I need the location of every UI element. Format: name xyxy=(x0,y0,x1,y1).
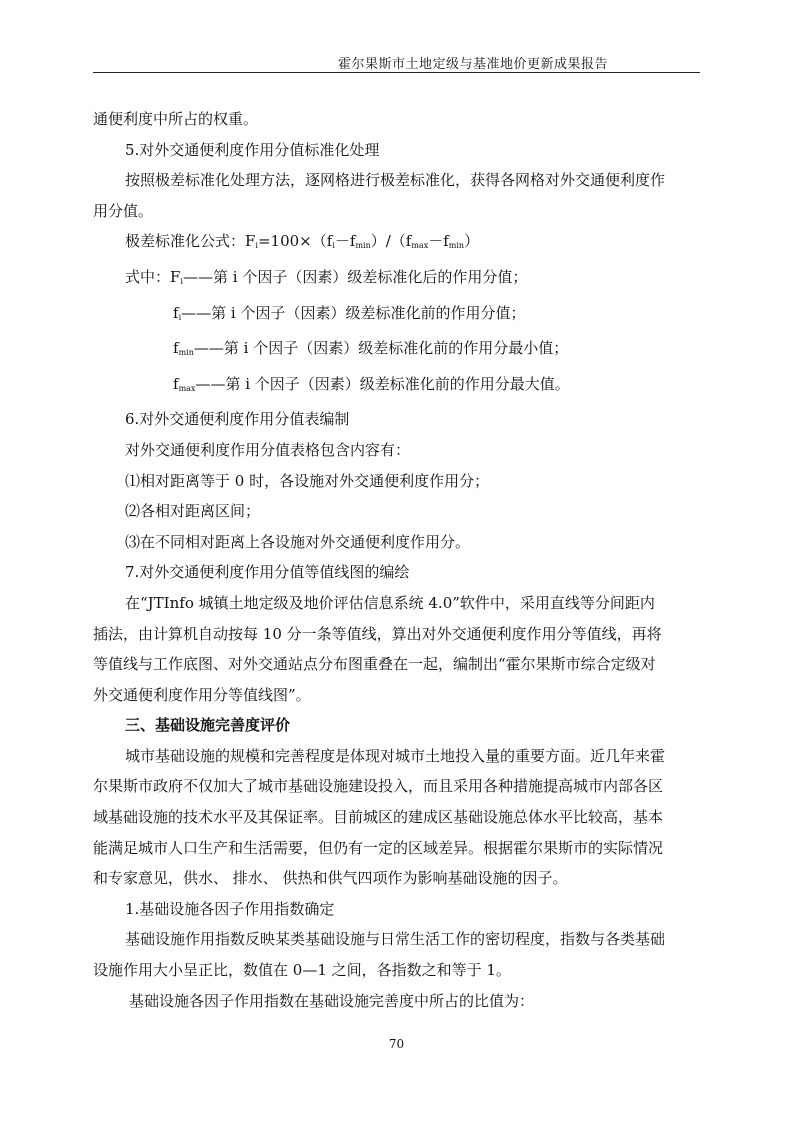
paragraph-line: 和专家意见，供水、 排水、 供热和供气四项作为影响基础设施的因子。 xyxy=(93,869,568,888)
list-item: ⑴相对距离等于 0 时，各设施对外交通便利度作用分； xyxy=(125,471,490,490)
formula-legend-line: $f_i——$第 i 个因子（因素）级差标准化前的作用分值； xyxy=(173,303,526,322)
paragraph-line: 基础设施作用指数反映某类基础设施与日常生活工作的密切程度，指数与各类基础 xyxy=(125,930,666,949)
header-rule xyxy=(93,72,700,73)
formula-legend-line: $f_{min}——$第 i 个因子（因素）级差标准化前的作用分最小值； xyxy=(173,339,569,358)
paragraph-line: 尔果斯市政府不仅加大了城市基础设施建设投入，而且采用各种措施提高城市内部各区 xyxy=(93,777,664,796)
paragraph-line: 基础设施各因子作用指数在基础设施完善度中所占的比值为： xyxy=(129,991,535,1010)
section-heading: 6.对外交通便利度作用分值表编制 xyxy=(125,410,350,429)
formula-legend-line: $f_{max}——$第 i 个因子（因素）级差标准化前的作用分最大值。 xyxy=(173,374,570,393)
paragraph-line: 用分值。 xyxy=(93,201,154,220)
paragraph-line: 按照极差标准化处理方法，逐网格进行极差标准化，获得各网格对外交通便利度作 xyxy=(125,171,666,190)
paragraph-line: 等值线与工作底图、对外交通站点分布图重叠在一起，编制出“霍尔果斯市综合定级对 xyxy=(93,655,656,674)
list-item: ⑶在不同相对距离上各设施对外交通便利度作用分。 xyxy=(125,532,471,551)
paragraph-line: 在“JTInfo 城镇土地定级及地价评估信息系统 4.0”软件中，采用直线等分间距内 xyxy=(125,593,655,612)
paragraph-line: 对外交通便利度作用分值表格包含内容有： xyxy=(125,440,411,459)
paragraph-line: 插法，由计算机自动按每 10 分一条等值线，算出对外交通便利度作用分等值线，再将 xyxy=(93,624,662,643)
formula-line: 极差标准化公式：$F_i=100\times(f_i-f_{min})/(f_{max}-f_{min})$ xyxy=(125,232,480,251)
section-heading: 7.对外交通便利度作用分值等值线图的编绘 xyxy=(125,563,410,582)
page-number: 70 xyxy=(388,1037,405,1051)
section-heading: 1.基础设施各因子作用指数确定 xyxy=(125,899,335,918)
list-item: ⑵各相对距离区间； xyxy=(125,502,261,521)
paragraph-line: 能满足城市人口生产和生活需要，但仍有一定的区域差异。根据霍尔果斯市的实际情况 xyxy=(93,838,664,857)
paragraph-line: 设施作用大小呈正比，数值在 0—1 之间，各指数之和等于 1。 xyxy=(93,961,511,980)
chapter-heading: 三、基础设施完善度评价 xyxy=(125,716,291,735)
paragraph-line: 城市基础设施的规模和完善程度是体现对城市土地投入量的重要方面。近几年来霍 xyxy=(125,746,666,765)
header-title: 霍尔果斯市土地定级与基准地价更新成果报告 xyxy=(337,57,608,72)
paragraph-line: 外交通便利度作用分等值线图”。 xyxy=(93,685,311,704)
section-heading: 5.对外交通便利度作用分值标准化处理 xyxy=(125,140,380,159)
page-header xyxy=(93,51,700,73)
body-text xyxy=(93,104,699,1016)
paragraph-line: 域基础设施的技术水平及其保证率。目前城区的建成区基础设施总体水平比较高，基本 xyxy=(93,808,664,827)
formula-legend-line: 式中：$F_i——$第 i 个因子（因素）级差标准化后的作用分值； xyxy=(125,267,528,286)
paragraph-line: 通便利度中所占的权重。 xyxy=(93,110,259,128)
